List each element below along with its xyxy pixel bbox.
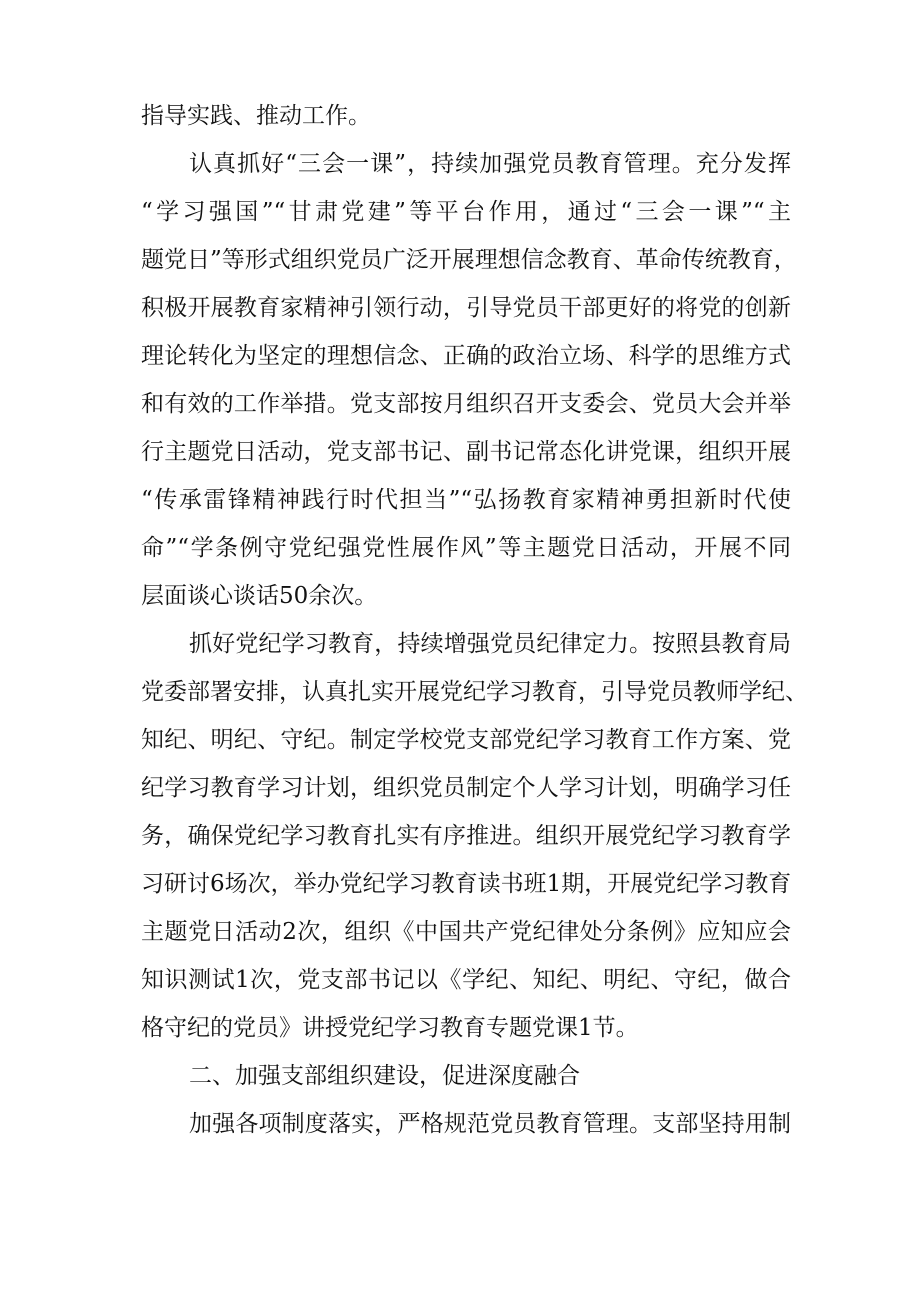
paragraph-line: “学习强国”“甘肃党建”等平台作用，通过“三会一课”“主 <box>141 199 791 225</box>
paragraph-line: 纪学习教育学习计划，组织党员制定个人学习计划，明确学习任 <box>141 775 791 801</box>
paragraph-line: “传承雷锋精神践行时代担当”“弘扬教育家精神勇担新时代使 <box>141 487 791 513</box>
paragraph-line: 抓好党纪学习教育，持续增强党员纪律定力。按照县教育局 <box>189 631 791 657</box>
paragraph-line: 理论转化为坚定的理想信念、正确的政治立场、科学的思维方式 <box>141 343 791 369</box>
paragraph-line: 命”“学条例守党纪强党性展作风”等主题党日活动，开展不同 <box>141 535 791 561</box>
paragraph-line: 务，确保党纪学习教育扎实有序推进。组织开展党纪学习教育学 <box>141 823 791 849</box>
paragraph-line: 习研讨6场次，举办党纪学习教育读书班1期，开展党纪学习教育 <box>141 871 792 897</box>
paragraph-line: 党委部署安排，认真扎实开展党纪学习教育，引导党员教师学纪、 <box>141 679 808 705</box>
paragraph-line: 层面谈心谈话50余次。 <box>141 583 378 609</box>
section-heading: 二、加强支部组织建设，促进深度融合 <box>189 1063 580 1089</box>
paragraph-line: 主题党日活动2次，组织《中国共产党纪律处分条例》应知应会 <box>141 919 791 945</box>
paragraph-line: 知识测试1次，党支部书记以《学纪、知纪、明纪、守纪，做合 <box>141 967 791 993</box>
paragraph-line: 积极开展教育家精神引领行动，引导党员干部更好的将党的创新 <box>141 295 791 321</box>
paragraph-line: 题党日”等形式组织党员广泛开展理想信念教育、革命传统教育， <box>141 247 797 273</box>
paragraph-line: 认真抓好“三会一课”，持续加强党员教育管理。充分发挥 <box>189 151 791 177</box>
paragraph-line: 指导实践、推动工作。 <box>141 103 371 129</box>
paragraph-line: 加强各项制度落实，严格规范党员教育管理。支部坚持用制 <box>189 1111 791 1137</box>
paragraph-line: 行主题党日活动，党支部书记、副书记常态化讲党课，组织开展 <box>141 439 791 465</box>
paragraph-line: 格守纪的党员》讲授党纪学习教育专题党课1节。 <box>141 1015 639 1041</box>
paragraph-line: 和有效的工作举措。党支部按月组织召开支委会、党员大会并举 <box>141 391 791 417</box>
paragraph-line: 知纪、明纪、守纪。制定学校党支部党纪学习教育工作方案、党 <box>141 727 791 753</box>
